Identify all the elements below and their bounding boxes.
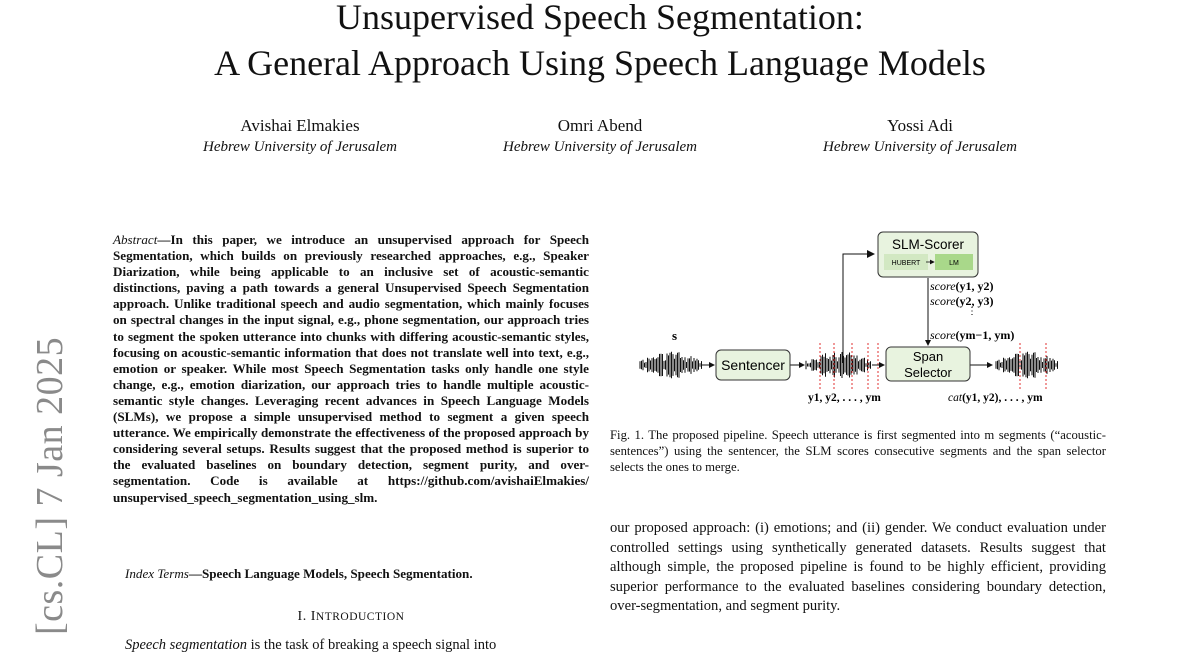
index-terms-label: Index Terms (125, 566, 189, 581)
arxiv-stamp-text: [cs.CL] 7 Jan 2025 (29, 336, 71, 635)
pipeline-figure (610, 225, 1106, 410)
input-waveform (640, 352, 702, 379)
score-label-1: score(y1, y2) (930, 279, 994, 293)
abstract-label: Abstract (113, 232, 158, 247)
sentencer-label: Sentencer (721, 357, 785, 373)
author-name: Omri Abend (557, 116, 643, 135)
author-name: Yossi Adi (887, 116, 953, 135)
slm-scorer-label: SLM-Scorer (891, 237, 965, 252)
author-name: Avishai Elmakies (240, 116, 360, 135)
span-selector-label-1: Span (912, 349, 944, 364)
score-ellipsis: ⋮ (967, 306, 977, 317)
index-terms-text: —Speech Language Models, Speech Segmentation. (188, 566, 473, 581)
author-block-3 (760, 115, 1080, 157)
abstract (113, 232, 589, 506)
intro-paragraph (113, 636, 589, 655)
cat-label: cat(y1, y2), . . . , ym (948, 392, 1043, 404)
body-paragraph: our proposed approach: (i) emotions; and (ii) gender. We conduct evaluation under controlled settings using synthetically generated datasets. Results suggest that although simple, the proposed pipeline is found to be highly efficient, providing superior performance to the evaluated baselines considering boundary detection, over-segmentation, and segment purity. (610, 520, 1106, 615)
author-block-1 (150, 115, 450, 157)
author-affiliation: Hebrew University of Jerusalem (203, 139, 397, 155)
author-affiliation: Hebrew University of Jerusalem (823, 139, 1017, 155)
score-label-3: score(ym−1, ym) (930, 328, 1015, 342)
figure-caption: Fig. 1. The proposed pipeline. Speech utterance is first segmented into m segments (“acoustic-sentences”) using the sentencer, the SLM scores consecutive segments and the span selector selects the ones to merge. (610, 428, 1106, 475)
arxiv-stamp (28, 330, 70, 635)
intro-term: Speech segmentation (125, 637, 248, 653)
abstract-text: —In this paper, we introduce an unsupervised approach for Speech Segmentation, which builds on previously researched approaches, e.g., Speaker Diarization, while being applicable to an inclusive set of acoustic-semantic distinctions, paving a path towards a general Unsupervised Speech Segmentation approach. Unlike traditional speech and audio segmentation, which mainly focuses on spectral changes in the input signal, e.g., phone segmentation, our approach tries to segment the spoken utterance into chunks with differing acoustic-semantic styles, focusing on acoustic-semantic information that does not translate well into text, e.g., emotion or speaker. While most Speech Segmentation tasks only handle one style change, e.g., emotion diarization, our approach tries to handle multiple acoustic-semantic style changes. Leveraging recent advances in Speech Language Models (SLMs), we propose a simple unsupervised method to segment a given speech utterance. We empirically demonstrate the effectiveness of the proposed approach by considering several setups. Results suggest that the proposed method is superior to the evaluated baselines on boundary detection, segment purity, and over-segmentation. Code is available at https://github.com/avishaiElmakies/ unsupervised_speech_segmentation_using_slm. (113, 232, 589, 505)
segments-label: y1, y2, . . . , ym (808, 392, 881, 404)
section-heading-introduction: I. INTRODUCTION (297, 609, 405, 624)
segmented-waveform (806, 352, 871, 378)
author-block-2 (450, 115, 750, 157)
intro-text: is the task of breaking a speech signal into (247, 637, 497, 653)
hubert-label: HUBERT (891, 260, 921, 267)
lm-label: LM (949, 260, 959, 267)
signal-label: s (672, 328, 678, 343)
span-selector-label-2: Selector (904, 365, 952, 380)
index-terms (113, 566, 589, 582)
score-label-2: score(y2, y3) (930, 294, 994, 308)
paper-title-line-1: Unsupervised Speech Segmentation: (336, 0, 864, 37)
author-affiliation: Hebrew University of Jerusalem (503, 139, 697, 155)
paper-title-line-2: A General Approach Using Speech Language Models (214, 43, 986, 83)
output-waveform (996, 352, 1058, 379)
